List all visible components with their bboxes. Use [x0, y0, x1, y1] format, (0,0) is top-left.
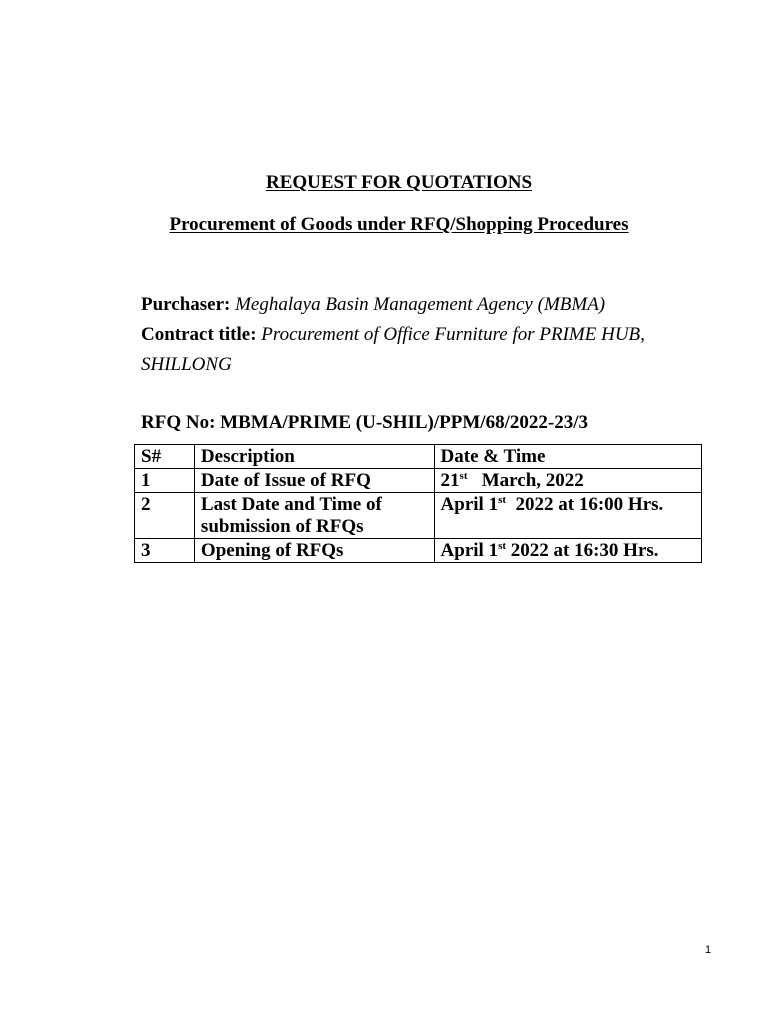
- page-number: 1: [705, 944, 712, 956]
- header-description: Description: [194, 445, 434, 469]
- date-suffix: st: [498, 540, 507, 552]
- row-date-time: [434, 539, 701, 563]
- purchaser-line: [141, 290, 701, 320]
- rfq-number: RFQ No: MBMA/PRIME (U-SHIL)/PPM/68/2022-23/3: [141, 412, 588, 433]
- document-title: REQUEST FOR QUOTATIONS: [265, 172, 533, 193]
- contract-title-line: [141, 320, 701, 380]
- row-description: Date of Issue of RFQ: [194, 469, 434, 493]
- document-subtitle: Procurement of Goods under RFQ/Shopping Procedures: [169, 214, 629, 235]
- purchaser-value: Meghalaya Basin Management Agency (MBMA): [235, 294, 606, 315]
- contract-value-line1: Procurement of Office Furniture for PRIME HUB,: [261, 324, 645, 345]
- date-prefix: April 1: [440, 540, 499, 561]
- date-prefix: April 1: [440, 494, 499, 515]
- row-description: Opening of RFQs: [194, 539, 434, 563]
- row-date-time: [434, 469, 701, 493]
- contract-label: Contract title:: [141, 324, 257, 345]
- table-row: [135, 539, 702, 563]
- description-line1: Last Date and Time of: [200, 494, 382, 515]
- date-day: 21: [440, 470, 460, 491]
- description-line2: submission of RFQs: [200, 516, 364, 537]
- date-rest: 2022 at 16:30 Hrs.: [510, 540, 659, 561]
- table-row: [135, 493, 702, 539]
- date-rest: March, 2022: [481, 470, 584, 491]
- schedule-table: [134, 444, 702, 563]
- date-suffix: st: [459, 470, 468, 482]
- header-date-time: Date & Time: [434, 445, 701, 469]
- row-sn: 2: [135, 493, 195, 539]
- table-header-row: [135, 445, 702, 469]
- row-date-time: [434, 493, 701, 539]
- contract-value-line2: SHILLONG: [141, 354, 232, 375]
- row-sn: 1: [135, 469, 195, 493]
- purchaser-label: Purchaser:: [141, 294, 231, 315]
- header-sn: S#: [135, 445, 195, 469]
- row-sn: 3: [135, 539, 195, 563]
- table-row: [135, 469, 702, 493]
- date-rest: 2022 at 16:00 Hrs.: [515, 494, 664, 515]
- date-suffix: st: [498, 494, 507, 506]
- row-description: [194, 493, 434, 539]
